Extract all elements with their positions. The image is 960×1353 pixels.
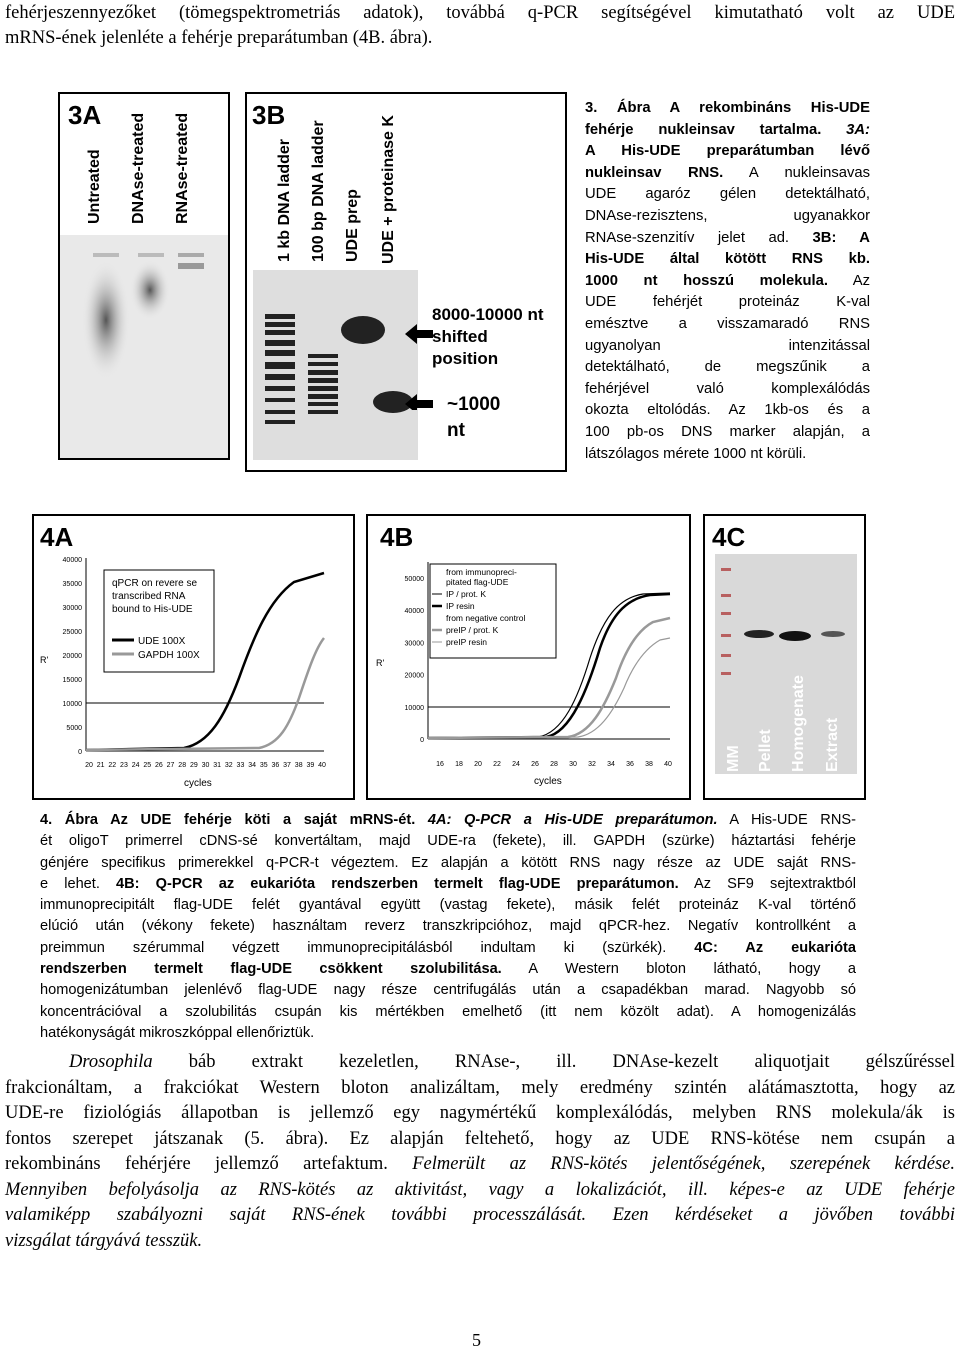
xlabel-4a: cycles <box>184 778 212 789</box>
legend-4b-line-neg: from negative control <box>446 613 526 623</box>
text-run: valamiképp szabályozni saját RNS-ének további processzálását. Ezen kérdéseket a jövőben további <box>5 1205 955 1225</box>
tick-label: 15000 <box>62 677 82 684</box>
tick-label: 40000 <box>62 557 82 564</box>
tick-label: 32 <box>588 761 596 768</box>
text-run: A nukleinsavas <box>723 164 870 181</box>
text-run: A His-UDE RNS- <box>717 812 856 828</box>
text-run: UDE agaróz gélen detektálható, <box>585 186 870 203</box>
chart-4b <box>368 548 688 798</box>
body-line <box>5 1152 955 1178</box>
legend-4a-line-3: bound to His-UDE <box>112 604 193 615</box>
text-run: hatékonyságát mikroszkóppal ellenőriztük. <box>40 1024 315 1041</box>
text-line <box>585 141 870 163</box>
legend-4b-preip-prot-k: preIP / prot. K <box>446 625 499 635</box>
text-line <box>40 938 856 959</box>
tick-label: 16 <box>436 761 444 768</box>
panel-label-4c: 4C <box>712 522 746 552</box>
gel-3b-bands <box>253 270 418 460</box>
tick-label: 23 <box>120 762 128 769</box>
tick-label: 30000 <box>62 605 82 612</box>
text-run: Drosophila <box>69 1052 153 1072</box>
tick-label: 25000 <box>62 629 82 636</box>
tick-label: 30 <box>569 761 577 768</box>
figure-3-caption <box>585 98 870 465</box>
text-line <box>585 206 870 228</box>
text-run: 100 pb-os DNS marker alapján, a <box>585 423 870 440</box>
text-run: rekombináns fehérjére jellemző artefaktum. <box>5 1154 413 1174</box>
text-line <box>40 1023 856 1044</box>
gel-3a-image <box>60 235 228 458</box>
annotation-shifted-position: 8000-10000 nt shifted position <box>432 305 544 368</box>
text-run: immunoprecipitált flag-UDE felét gyantával együtt (vastag fekete), másik felét proteináz K-val történő <box>40 897 856 914</box>
legend-4a-line-2: transcribed RNA <box>112 591 186 602</box>
text-line <box>585 249 870 271</box>
tick-label: 20000 <box>62 653 82 660</box>
body-line <box>5 1050 955 1076</box>
tick-label: 18 <box>455 761 463 768</box>
text-run: Felmerült az RNS-kötés jelentőségének, szerepének kérdése. <box>412 1154 955 1174</box>
tick-label: 24 <box>131 762 140 769</box>
text-line <box>40 980 856 1001</box>
xlabel-4b: cycles <box>534 776 562 787</box>
tick-label: 0 <box>78 749 82 756</box>
text-line <box>585 400 870 422</box>
tick-label: 33 <box>236 762 245 769</box>
legend-4a-gapdh: GAPDH 100X <box>138 650 200 661</box>
tick-label: 20 <box>85 762 93 769</box>
text-line <box>585 444 870 466</box>
tick-label: 38 <box>645 761 653 768</box>
text-run: fehérje nukleinsav tartalma. <box>585 121 822 138</box>
body-paragraph <box>5 1050 955 1254</box>
lane-label-mm: MM <box>725 745 742 772</box>
tick-label: 29 <box>189 762 198 769</box>
text-run: 4A: Q-PCR a His-UDE preparátumon. <box>427 812 718 828</box>
lane-label-extract: Extract <box>824 717 841 772</box>
lane-label-untreated: Untreated <box>86 149 103 224</box>
tick-label: 10000 <box>62 701 82 708</box>
body-line <box>5 1101 955 1127</box>
text-run: ét oligoT primerrel cDNS-sé konvertáltam, majd UDE-ra (fekete), ill. GAPDH (szürke) háztartási fehérje <box>40 833 856 850</box>
text-run: A Western bloton látható, hogy a <box>501 961 857 978</box>
text-line <box>40 810 856 831</box>
text-run: vizsgálat tárgyává tesszük. <box>5 1230 203 1251</box>
text-line <box>585 357 870 379</box>
text-run: His-UDE által kötött RNS kb. <box>585 251 870 268</box>
text-run: báb extrakt kezeletlen, RNAse-, ill. DNAse-kezelt aliquotjait gélszűréssel <box>152 1052 955 1072</box>
text-line <box>585 292 870 314</box>
figure-4-caption <box>40 810 856 1044</box>
text-run: nukleinsav RNS. <box>585 164 724 181</box>
tick-label: 35 <box>259 762 268 769</box>
text-line <box>40 853 856 874</box>
ylabel-4b: R' <box>376 658 385 668</box>
tick-label: 24 <box>512 761 520 768</box>
tick-label: 26 <box>155 762 163 769</box>
tick-label: 37 <box>283 762 291 769</box>
tick-label: 50000 <box>404 576 424 583</box>
text-line <box>585 379 870 401</box>
text-run: fontos szerepet játszanak (5. ábra). Ez alapján feltehető, hogy az UDE RNS-kötése nem csupán a <box>5 1128 955 1149</box>
text-run: emésztve a visszamaradó RNS <box>585 315 870 332</box>
text-run: A His-UDE preparátumban lévő <box>585 143 870 160</box>
tick-label: 22 <box>493 761 501 768</box>
lane-label-pellet: Pellet <box>757 729 774 772</box>
tick-label: 35000 <box>62 581 82 588</box>
text-line <box>585 336 870 358</box>
tick-label: 26 <box>531 761 539 768</box>
text-line <box>585 163 870 185</box>
tick-label: 40000 <box>404 608 424 616</box>
gel-3a-bands <box>60 235 228 458</box>
text-run: e lehet. <box>40 875 117 892</box>
lane-label-dnase-treated: DNAse-treated <box>130 112 147 224</box>
lane-label-ude-prep: UDE prep <box>344 189 361 262</box>
text-run: 3. Ábra A rekombináns His-UDE <box>585 100 870 116</box>
text-run: frakcionáltam, a frakciókat Western bloton analizáltam, mely eredmény szintén alátámasztotta, hogy az <box>5 1077 955 1098</box>
legend-4b-line-1: from immunopreci- <box>446 567 517 577</box>
text-line <box>585 184 870 206</box>
text-run: 4. Ábra Az UDE fehérje köti a saját mRNS-ét. <box>40 812 428 828</box>
text-run: 4B: Q-PCR az eukarióta rendszerben termelt flag-UDE preparátumon. <box>116 875 679 892</box>
page-number: 5 <box>472 1330 481 1350</box>
text-run: homogenizátumban jelenlévő flag-UDE nagy része centrifugálás után a csapadékban marad. Nagyobb só <box>40 982 856 999</box>
tick-label: 34 <box>607 761 615 768</box>
panel-label-3b: 3B <box>252 100 286 130</box>
text-line <box>40 959 856 980</box>
gel-3b-image <box>253 270 418 460</box>
text-line <box>40 874 856 895</box>
legend-4a-ude: UDE 100X <box>138 636 186 647</box>
intro-line-2: mRNS-ének jelenléte a fehérje preparátumban (4B. ábra). <box>5 28 433 48</box>
body-line <box>5 1127 955 1153</box>
text-line <box>585 271 870 293</box>
chart-4a <box>34 548 352 798</box>
text-run: 3B: A <box>812 229 870 246</box>
text-line <box>585 120 870 142</box>
panel-label-4a: 4A <box>40 522 74 552</box>
text-run: Az <box>827 272 870 289</box>
lane-label-1kb-ladder: 1 kb DNA ladder <box>276 139 293 262</box>
text-line <box>40 895 856 916</box>
text-run: fehérjével való komplexálódás <box>585 380 870 397</box>
tick-label: 34 <box>248 762 256 769</box>
legend-4b-line-2: pitated flag-UDE <box>446 577 509 587</box>
text-run: okozta eltolódás. Az 1kb-os és a <box>585 402 870 419</box>
arrow-upper <box>405 324 433 344</box>
body-line <box>5 1203 955 1229</box>
body-line <box>5 1076 955 1102</box>
text-run: detektálható, de megszűnik a <box>585 359 870 376</box>
text-line <box>40 916 856 937</box>
text-run: 4C: Az eukarióta <box>694 939 857 956</box>
tick-label: 21 <box>96 762 105 769</box>
tick-label: 28 <box>178 762 187 769</box>
text-line <box>585 98 870 120</box>
tick-label: 30000 <box>404 640 424 648</box>
tick-label: 39 <box>306 762 315 769</box>
text-run: 3A: <box>821 121 870 138</box>
tick-label: 5000 <box>66 725 82 732</box>
text-run: Mennyiben befolyásolja az RNS-kötés az aktivitást, vagy a lokalizációt, ill. képes-e az UDE fehérje <box>5 1179 955 1200</box>
lane-label-rnase-treated: RNAse-treated <box>174 112 191 224</box>
panel-label-3a: 3A <box>68 100 102 130</box>
text-run: elúció után (vékony fekete) használtam reverz transzkripcióhoz, majd qPCR-hez. Negatív kontrollként a <box>40 918 856 935</box>
text-run: 1000 nt hosszú molekula. <box>585 272 828 289</box>
tick-label: 28 <box>550 761 558 768</box>
text-run: RNAse-szenzitív jelet ad. <box>585 229 813 246</box>
ylabel-4a: R' <box>40 655 49 665</box>
tick-label: 20000 <box>404 672 424 680</box>
tick-label: 38 <box>294 762 303 769</box>
tick-label: 25 <box>143 762 152 769</box>
text-run: DNAse-rezisztens, ugyanakkor <box>585 207 870 224</box>
tick-label: 20 <box>474 761 482 768</box>
tick-label: 30 <box>201 762 210 769</box>
lane-label-homogenate: Homogenate <box>790 675 807 772</box>
legend-4b-ip-resin: IP resin <box>446 601 475 611</box>
text-line <box>585 314 870 336</box>
panel-label-4b: 4B <box>380 522 414 552</box>
legend-4b-ip-prot-k: IP / prot. K <box>446 589 487 599</box>
text-run: Az SF9 sejtextraktból <box>678 875 857 892</box>
body-line <box>5 1178 955 1204</box>
tick-label: 31 <box>213 762 222 769</box>
tick-label: 32 <box>224 762 233 769</box>
lane-label-ude-proteinase-k: UDE + proteinase K <box>380 115 397 264</box>
text-run: látszólagos mérete 1000 nt körüli. <box>585 445 807 462</box>
tick-label: 36 <box>271 762 280 769</box>
text-line <box>585 422 870 444</box>
text-line <box>40 1002 856 1023</box>
text-run: ugyanolyan intenzitással <box>585 337 870 354</box>
text-run: preimmun szérummal végzett immunoprecipitálásból indultam ki (szürkék). <box>40 939 695 956</box>
annotation-1000-nt: ~1000 nt <box>447 394 501 441</box>
text-run: génjére specifikus primerekkel q-PCR-t végeztem. Ez alapján a kötött RNS nagy része az UDE saját RNS- <box>40 854 856 871</box>
tick-label: 36 <box>626 761 634 768</box>
tick-label: 40 <box>664 761 672 768</box>
text-line <box>40 831 856 852</box>
lane-label-100bp-ladder: 100 bp DNA ladder <box>310 120 327 262</box>
intro-line-1: fehérjeszennyezőket (tömegspektrometriás adatok), továbbá q-PCR segítségével kimutatható volt az UDE <box>5 3 955 23</box>
gel-3b-arrows <box>405 320 435 410</box>
tick-label: 0 <box>420 737 424 744</box>
tick-label: 40 <box>318 762 326 769</box>
text-run: UDE fehérjét proteináz K-val <box>585 294 870 311</box>
body-line <box>5 1229 955 1255</box>
legend-4b-preip-resin: preIP resin <box>446 637 487 647</box>
legend-4a-line-1: qPCR on revere se <box>112 578 198 589</box>
text-run: rendszerben termelt flag-UDE csökkent szolubilitása. <box>40 961 502 978</box>
tick-label: 27 <box>166 762 175 769</box>
text-run: koncentrációval a szolubilitás csupán kis mértékben emelhető (itt nem közölt adat). A homogenizálás <box>40 1003 856 1020</box>
tick-label: 10000 <box>404 704 424 712</box>
text-run: UDE-re fiziológiás állapotban is jellemző egy nagymértékű komplexálódás, melyben RNS molekula/ák is <box>5 1103 955 1123</box>
arrow-lower <box>405 394 433 410</box>
text-line <box>585 228 870 250</box>
tick-label: 22 <box>108 762 117 769</box>
